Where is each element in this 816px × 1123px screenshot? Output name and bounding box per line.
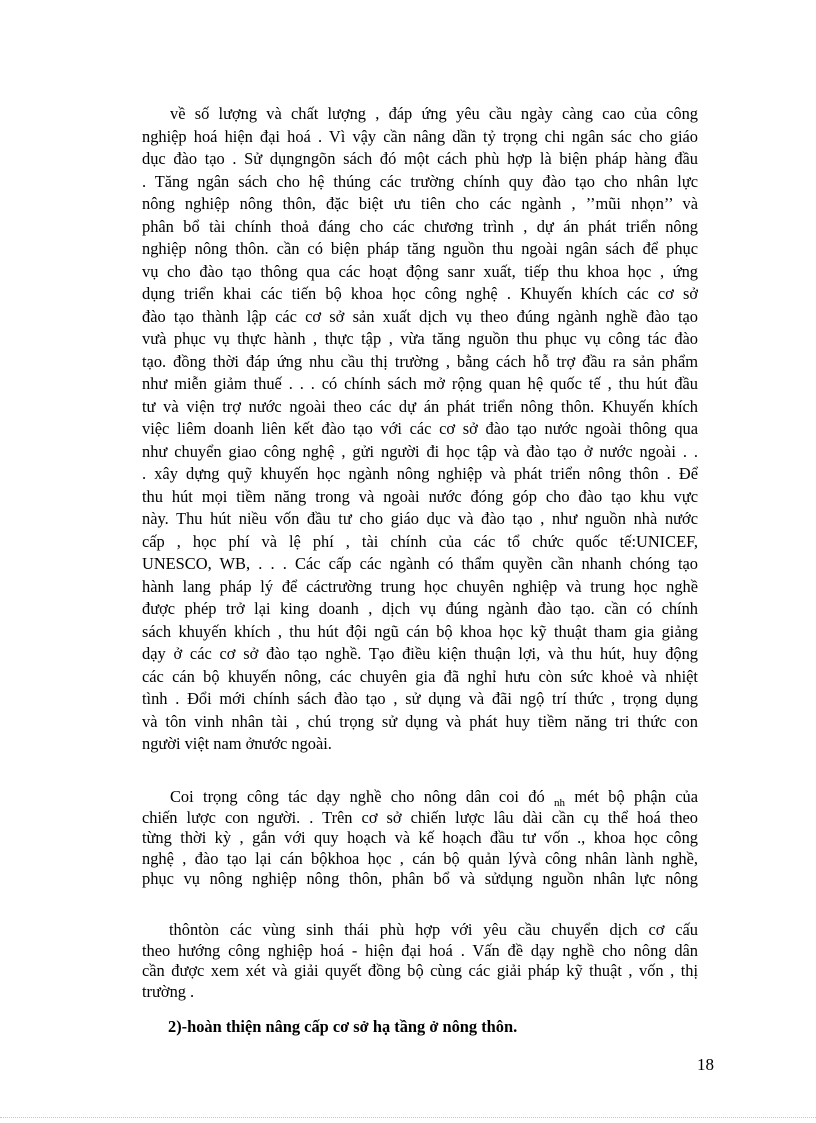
text-line: đào tạo thành lập các cơ sở sản xuất dịch vụ theo đúng ngành nghề đào tạo	[142, 306, 698, 326]
text-line: cấp , học phí và lệ phí , tài chính của các tổ chức quốc tế:UNICEF,	[142, 531, 698, 551]
text-line: cần được xem xét và giải quyết đồng bộ cùng các giải pháp kỹ thuật , vốn , thị	[142, 961, 698, 980]
text-line: phục vụ nông nghiệp nông thôn, phân bổ và sửdụng nguồn nhân lực nông	[142, 869, 698, 888]
text-line: theo hướng công nghiệp hoá - hiện đại hoá . Vấn đề dạy nghề cho nông dân	[142, 940, 698, 960]
text-line: được phép trở lại king doanh , dịch vụ đúng ngành đào tạo. cần có chính	[142, 599, 698, 618]
text-line: vụ cho đào tạo thông qua các hoạt động sanr xuất, tiếp thu khoa học , ứng	[142, 261, 698, 281]
text-line: UNESCO, WB, . . . Các cấp các ngành có thẩm quyền cần nhanh chóng tạo	[142, 554, 698, 573]
text-line: phân bổ tài chính thoả đáng cho các chương trình , dự án phát triển nông	[142, 216, 698, 236]
text-line: các cán bộ khuyến nông, các chuyên gia đã nghỉ hưu còn sức khoẻ và nhiệt	[142, 666, 698, 686]
text-line: như miễn giảm thuế . . . có chính sách mở rộng quan hệ quốc tế , thu hút đầu	[142, 374, 698, 393]
text-fragment-subscript: nh	[554, 797, 566, 808]
text-line: thôntòn các vùng sinh thái phù hợp với yêu cầu chuyển dịch cơ cấu	[169, 920, 698, 939]
text-line: về số lượng và chất lượng , đáp ứng yêu cầu ngày càng cao của công	[170, 104, 698, 123]
text-line: tư và viện trợ nước ngoài theo các dự án phát triển nông thôn. Khuyến khích	[142, 396, 698, 416]
text-line: nghiệp nông thôn. cần có biện pháp tăng nguồn thu ngoài ngân sách để phục	[142, 239, 698, 258]
text-line: việc liêm doanh liên kết đào tạo với các cơ sở đào tạo nước ngoài thông qua	[142, 419, 698, 438]
text-line: dạy ở các cơ sở đào tạo nghề. Tạo điều kiện thuận lợi, và thu hút, huy động	[142, 644, 698, 663]
text-line: từng thời kỳ , gắn với quy hoạch và kế hoạch đầu tư vốn ., khoa học công	[142, 828, 698, 847]
text-line: thu hút mọi tiềm năng trong và ngoài nước đóng góp cho đào tạo khu vực	[142, 486, 698, 506]
page-bottom-divider	[0, 1117, 816, 1118]
text-line: dục đào tạo . Sử dụngngõn sách đó một cách phù hợp là biện pháp hàng đầu	[142, 149, 698, 168]
text-line: chiến lược con người. . Trên cơ sở chiến lược lâu dài cần cụ thể hoá theo	[142, 807, 698, 827]
paragraph-3	[142, 920, 698, 1002]
text-line: người việt nam ởnước ngoài.	[142, 734, 332, 753]
paragraph-1	[142, 103, 698, 756]
text-line: nghiệp hoá hiện đại hoá . Vì vậy cần nâng dần tỷ trọng chi ngân sác cho giáo	[142, 126, 698, 146]
paragraph-2	[142, 787, 698, 890]
text-line: vưà phục vụ thực hành , thực tập , vừa tăng nguồn thu phục vụ công tác đào	[142, 329, 698, 348]
text-line: tạo. đồng thời đáp ứng nhu cầu thị trường , bằng cách hỗ trợ đầu ra sản phẩm	[142, 351, 698, 371]
text-line: nông nghiệp nông thôn, đặc biệt ưu tiên cho các ngành , ’’mũi nhọn’’ và	[142, 194, 698, 213]
text-line: trường .	[142, 981, 195, 1001]
text-line: này. Thu hút niều vốn đầu tư cho giáo dục và đào tạo , như nguồn nhà nước	[142, 509, 698, 528]
text-line: như chuyển giao công nghệ , gửi người đi học tập và đào tạo ở nước ngoài . .	[142, 441, 698, 461]
text-line	[142, 787, 698, 808]
text-line: sách khuyến khích , thu hút đội ngũ cán bộ khoa học kỹ thuật tham gia giảng	[142, 621, 698, 641]
text-line: . xây dựng quỹ khuyến học ngành nông nghiệp và phát triển nông thôn . Để	[142, 464, 698, 483]
text-fragment: mét bộ phận của	[574, 787, 698, 806]
text-line: hành lang pháp lý để cáctrường trung học chuyên nghiệp và trung học nghề	[142, 576, 698, 596]
text-line: và tôn vinh nhân tài , chú trọng sử dụng và phát huy tiềm năng tri thức con	[142, 711, 698, 731]
text-line: nghệ , đào tạo lại cán bộkhoa học , cán bộ quản lývà công nhân lành nghề,	[142, 848, 698, 868]
page-number: 18	[697, 1055, 714, 1074]
text-line: tình . Đổi mới chính sách đào tạo , sử dụng và đãi ngộ trí thức , trọng dụng	[142, 689, 698, 708]
text-line: . Tăng ngân sách cho hệ thúng các trường chính quy đào tạo cho nhân lực	[142, 171, 698, 191]
text-line: dụng triển khai các tiến bộ khoa học công nghệ . Khuyến khích các cơ sở	[142, 284, 698, 303]
text-fragment: Coi trọng công tác dạy nghề cho nông dân coi đó	[170, 787, 545, 806]
section-heading: 2)-hoàn thiện nâng cấp cơ sở hạ tầng ở nông thôn.	[168, 1017, 518, 1036]
